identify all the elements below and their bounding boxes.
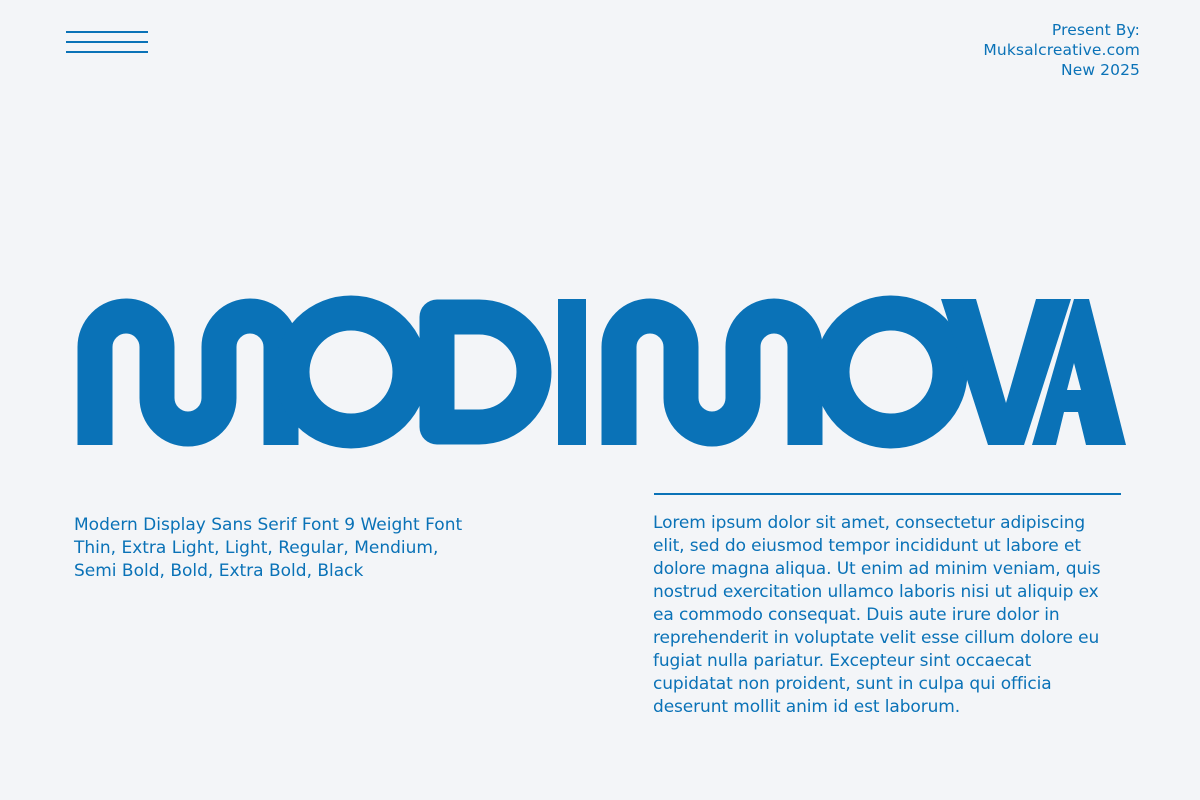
letter-d-shape bbox=[437, 317, 534, 427]
description-line: reprehenderit in voluptate velit esse cillum dolore eu bbox=[653, 628, 1100, 648]
features-line: Modern Display Sans Serif Font 9 Weight Font bbox=[74, 515, 463, 535]
description-line: Lorem ipsum dolor sit amet, consectetur adipiscing bbox=[653, 513, 1086, 533]
credits-website: Muksalcreative.com bbox=[983, 41, 1140, 59]
letter-o-shape bbox=[292, 313, 410, 431]
features-line: Semi Bold, Bold, Extra Bold, Black bbox=[74, 561, 364, 581]
description-line: ea commodo consequat. Duis aute irure dolor in bbox=[653, 605, 1060, 625]
menu-line bbox=[66, 41, 148, 43]
description-line: cupidatat non proident, sunt in culpa qui officia bbox=[653, 674, 1052, 694]
section-divider bbox=[654, 493, 1121, 495]
letter-m-shape bbox=[95, 316, 281, 445]
description-line: elit, sed do eiusmod tempor incididunt ut labore et bbox=[653, 536, 1081, 556]
letter-n-shape bbox=[619, 316, 805, 445]
credits-block bbox=[983, 20, 1140, 80]
hero-title bbox=[74, 295, 1126, 450]
menu-line bbox=[66, 51, 148, 53]
description-line: deserunt mollit anim id est laborum. bbox=[653, 697, 961, 717]
description-line: fugiat nulla pariatur. Excepteur sint occaecat bbox=[653, 651, 1032, 671]
letter-i-shape bbox=[558, 299, 586, 445]
credits-year: New 2025 bbox=[1061, 61, 1140, 79]
description-paragraph bbox=[653, 512, 1137, 719]
features-line: Thin, Extra Light, Light, Regular, Mendium, bbox=[74, 538, 439, 558]
menu-line bbox=[66, 31, 148, 33]
description-line: nostrud exercitation ullamco laboris nisi ut aliquip ex bbox=[653, 582, 1099, 602]
credits-present-by: Present By: bbox=[1051, 21, 1140, 39]
letter-o2-shape bbox=[832, 313, 950, 431]
hamburger-menu-icon[interactable] bbox=[66, 31, 148, 53]
description-line: dolore magna aliqua. Ut enim ad minim veniam, quis bbox=[653, 559, 1101, 579]
font-weights-list bbox=[74, 514, 574, 583]
